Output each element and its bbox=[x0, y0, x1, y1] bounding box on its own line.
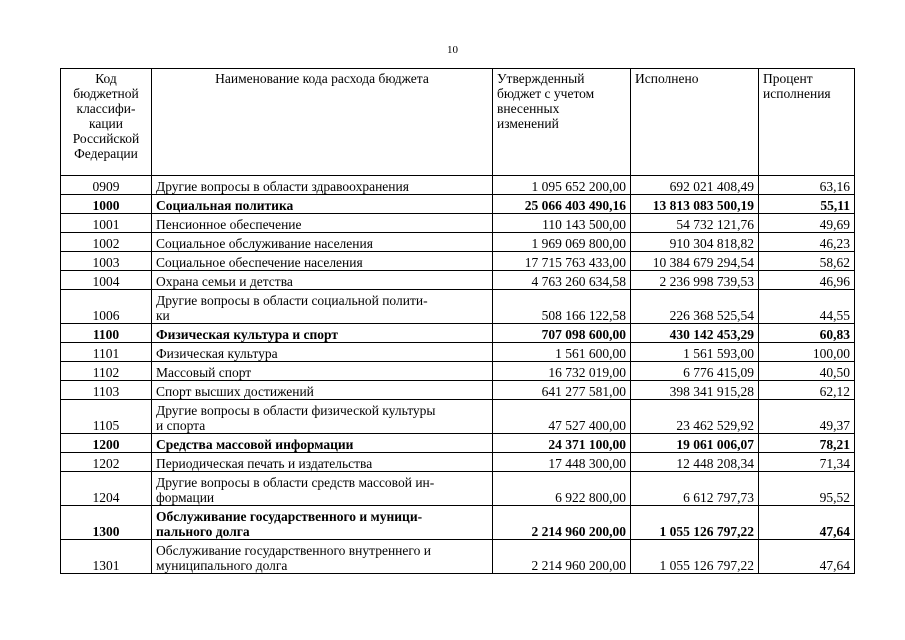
cell-executed: 226 368 525,54 bbox=[631, 290, 759, 324]
cell-percent: 62,12 bbox=[759, 381, 855, 400]
cell-executed: 910 304 818,82 bbox=[631, 233, 759, 252]
table-row bbox=[61, 381, 855, 400]
cell-percent: 95,52 bbox=[759, 472, 855, 506]
cell-name-line: муниципального долга bbox=[156, 558, 288, 573]
cell-name-line: формации bbox=[156, 490, 215, 505]
header-code-line: Российской bbox=[72, 131, 140, 146]
cell-approved: 1 969 069 800,00 bbox=[493, 233, 631, 252]
header-approved-line: внесенных bbox=[497, 101, 560, 116]
cell-approved: 1 561 600,00 bbox=[493, 343, 631, 362]
header-code-line: Код bbox=[95, 71, 117, 86]
cell-name bbox=[152, 453, 493, 472]
table-header-row bbox=[61, 69, 855, 176]
header-approved bbox=[493, 69, 631, 176]
table-row bbox=[61, 176, 855, 195]
cell-code: 1100 bbox=[61, 324, 152, 343]
cell-name-line: и спорта bbox=[156, 418, 206, 433]
table-row bbox=[61, 540, 855, 574]
cell-name-line: Периодическая печать и издательства bbox=[156, 456, 373, 471]
cell-percent: 78,21 bbox=[759, 434, 855, 453]
header-approved-line: бюджет с учетом bbox=[497, 86, 595, 101]
cell-approved: 508 166 122,58 bbox=[493, 290, 631, 324]
cell-approved: 4 763 260 634,58 bbox=[493, 271, 631, 290]
cell-executed: 19 061 006,07 bbox=[631, 434, 759, 453]
table-row bbox=[61, 290, 855, 324]
cell-executed: 2 236 998 739,53 bbox=[631, 271, 759, 290]
cell-code: 1003 bbox=[61, 252, 152, 271]
cell-name bbox=[152, 290, 493, 324]
cell-name bbox=[152, 252, 493, 271]
cell-percent: 55,11 bbox=[759, 195, 855, 214]
cell-name bbox=[152, 506, 493, 540]
cell-percent: 49,69 bbox=[759, 214, 855, 233]
cell-code: 1001 bbox=[61, 214, 152, 233]
cell-name-line: Физическая культура bbox=[156, 346, 278, 361]
cell-executed: 54 732 121,76 bbox=[631, 214, 759, 233]
cell-code: 1002 bbox=[61, 233, 152, 252]
header-approved-line: Утвержденный bbox=[497, 71, 585, 86]
header-code-line: Федерации bbox=[74, 146, 138, 161]
table-row bbox=[61, 453, 855, 472]
cell-percent: 40,50 bbox=[759, 362, 855, 381]
cell-percent: 44,55 bbox=[759, 290, 855, 324]
cell-executed: 23 462 529,92 bbox=[631, 400, 759, 434]
cell-code: 1202 bbox=[61, 453, 152, 472]
header-code-line: классифи- bbox=[76, 101, 136, 116]
table-row bbox=[61, 434, 855, 453]
cell-name bbox=[152, 176, 493, 195]
cell-percent: 71,34 bbox=[759, 453, 855, 472]
table-row bbox=[61, 472, 855, 506]
cell-name bbox=[152, 214, 493, 233]
cell-approved: 47 527 400,00 bbox=[493, 400, 631, 434]
cell-approved: 24 371 100,00 bbox=[493, 434, 631, 453]
header-percent-line: Процент bbox=[763, 71, 813, 86]
header-percent-line: исполнения bbox=[763, 86, 831, 101]
cell-approved: 6 922 800,00 bbox=[493, 472, 631, 506]
cell-name-line: Охрана семьи и детства bbox=[156, 274, 293, 289]
cell-name-line: Обслуживание государственного внутреннего и bbox=[156, 543, 431, 558]
cell-executed: 1 561 593,00 bbox=[631, 343, 759, 362]
cell-name-line: Социальное обеспечение населения bbox=[156, 255, 363, 270]
cell-code: 1101 bbox=[61, 343, 152, 362]
cell-executed: 398 341 915,28 bbox=[631, 381, 759, 400]
cell-name-line: Другие вопросы в области здравоохранения bbox=[156, 179, 409, 194]
cell-name-line: Средства массовой информации bbox=[156, 437, 354, 452]
page-number: 10 bbox=[447, 44, 458, 56]
cell-name-line: Другие вопросы в области физической культуры bbox=[156, 403, 436, 418]
cell-executed: 12 448 208,34 bbox=[631, 453, 759, 472]
header-code bbox=[61, 69, 152, 176]
cell-name bbox=[152, 540, 493, 574]
cell-code: 0909 bbox=[61, 176, 152, 195]
cell-percent: 47,64 bbox=[759, 540, 855, 574]
cell-approved: 2 214 960 200,00 bbox=[493, 540, 631, 574]
header-executed-line: Исполнено bbox=[635, 71, 699, 86]
cell-name-line: Другие вопросы в области социальной полити- bbox=[156, 293, 428, 308]
cell-percent: 46,23 bbox=[759, 233, 855, 252]
cell-executed: 13 813 083 500,19 bbox=[631, 195, 759, 214]
cell-code: 1105 bbox=[61, 400, 152, 434]
cell-name-line: пального долга bbox=[156, 524, 250, 539]
table-row bbox=[61, 252, 855, 271]
cell-code: 1200 bbox=[61, 434, 152, 453]
table-row bbox=[61, 324, 855, 343]
cell-code: 1102 bbox=[61, 362, 152, 381]
cell-approved: 2 214 960 200,00 bbox=[493, 506, 631, 540]
cell-name-line: Социальное обслуживание населения bbox=[156, 236, 373, 251]
cell-executed: 430 142 453,29 bbox=[631, 324, 759, 343]
cell-name-line: Другие вопросы в области средств массовой ин- bbox=[156, 475, 435, 490]
header-code-line: бюджетной bbox=[73, 86, 139, 101]
cell-percent: 63,16 bbox=[759, 176, 855, 195]
cell-percent: 58,62 bbox=[759, 252, 855, 271]
cell-approved: 1 095 652 200,00 bbox=[493, 176, 631, 195]
header-name-line: Наименование кода расхода бюджета bbox=[215, 71, 429, 86]
cell-executed: 6 776 415,09 bbox=[631, 362, 759, 381]
cell-executed: 1 055 126 797,22 bbox=[631, 506, 759, 540]
cell-name-line: Социальная политика bbox=[156, 198, 294, 213]
table-row bbox=[61, 362, 855, 381]
cell-approved: 16 732 019,00 bbox=[493, 362, 631, 381]
cell-name bbox=[152, 400, 493, 434]
cell-name bbox=[152, 324, 493, 343]
cell-approved: 707 098 600,00 bbox=[493, 324, 631, 343]
table-row bbox=[61, 343, 855, 362]
cell-executed: 10 384 679 294,54 bbox=[631, 252, 759, 271]
cell-name-line: Физическая культура и спорт bbox=[156, 327, 339, 342]
cell-approved: 110 143 500,00 bbox=[493, 214, 631, 233]
cell-name-line: Обслуживание государственного и муници- bbox=[156, 509, 423, 524]
table-body bbox=[61, 176, 855, 574]
cell-code: 1300 bbox=[61, 506, 152, 540]
cell-name bbox=[152, 362, 493, 381]
cell-name bbox=[152, 271, 493, 290]
table-row bbox=[61, 214, 855, 233]
cell-executed: 1 055 126 797,22 bbox=[631, 540, 759, 574]
cell-name-line: Массовый спорт bbox=[156, 365, 252, 380]
table-row bbox=[61, 233, 855, 252]
table-row bbox=[61, 400, 855, 434]
header-code-line: кации bbox=[88, 116, 124, 131]
header-executed bbox=[631, 69, 759, 176]
cell-name bbox=[152, 195, 493, 214]
cell-code: 1204 bbox=[61, 472, 152, 506]
cell-name-line: Пенсионное обеспечение bbox=[156, 217, 302, 232]
table-row bbox=[61, 195, 855, 214]
cell-name bbox=[152, 472, 493, 506]
cell-approved: 25 066 403 490,16 bbox=[493, 195, 631, 214]
cell-code: 1301 bbox=[61, 540, 152, 574]
cell-name-line: ки bbox=[156, 308, 170, 323]
header-percent bbox=[759, 69, 855, 176]
cell-percent: 47,64 bbox=[759, 506, 855, 540]
cell-code: 1004 bbox=[61, 271, 152, 290]
cell-code: 1006 bbox=[61, 290, 152, 324]
header-approved-line: изменений bbox=[497, 116, 559, 131]
cell-percent: 46,96 bbox=[759, 271, 855, 290]
cell-code: 1000 bbox=[61, 195, 152, 214]
cell-name bbox=[152, 381, 493, 400]
cell-executed: 6 612 797,73 bbox=[631, 472, 759, 506]
table-row bbox=[61, 271, 855, 290]
header-name bbox=[152, 69, 493, 176]
cell-approved: 17 715 763 433,00 bbox=[493, 252, 631, 271]
cell-executed: 692 021 408,49 bbox=[631, 176, 759, 195]
cell-name-line: Спорт высших достижений bbox=[156, 384, 314, 399]
cell-percent: 49,37 bbox=[759, 400, 855, 434]
budget-execution-table bbox=[60, 68, 855, 574]
cell-percent: 100,00 bbox=[759, 343, 855, 362]
table-row bbox=[61, 506, 855, 540]
cell-name bbox=[152, 343, 493, 362]
cell-code: 1103 bbox=[61, 381, 152, 400]
cell-percent: 60,83 bbox=[759, 324, 855, 343]
cell-name bbox=[152, 233, 493, 252]
cell-name bbox=[152, 434, 493, 453]
cell-approved: 17 448 300,00 bbox=[493, 453, 631, 472]
cell-approved: 641 277 581,00 bbox=[493, 381, 631, 400]
